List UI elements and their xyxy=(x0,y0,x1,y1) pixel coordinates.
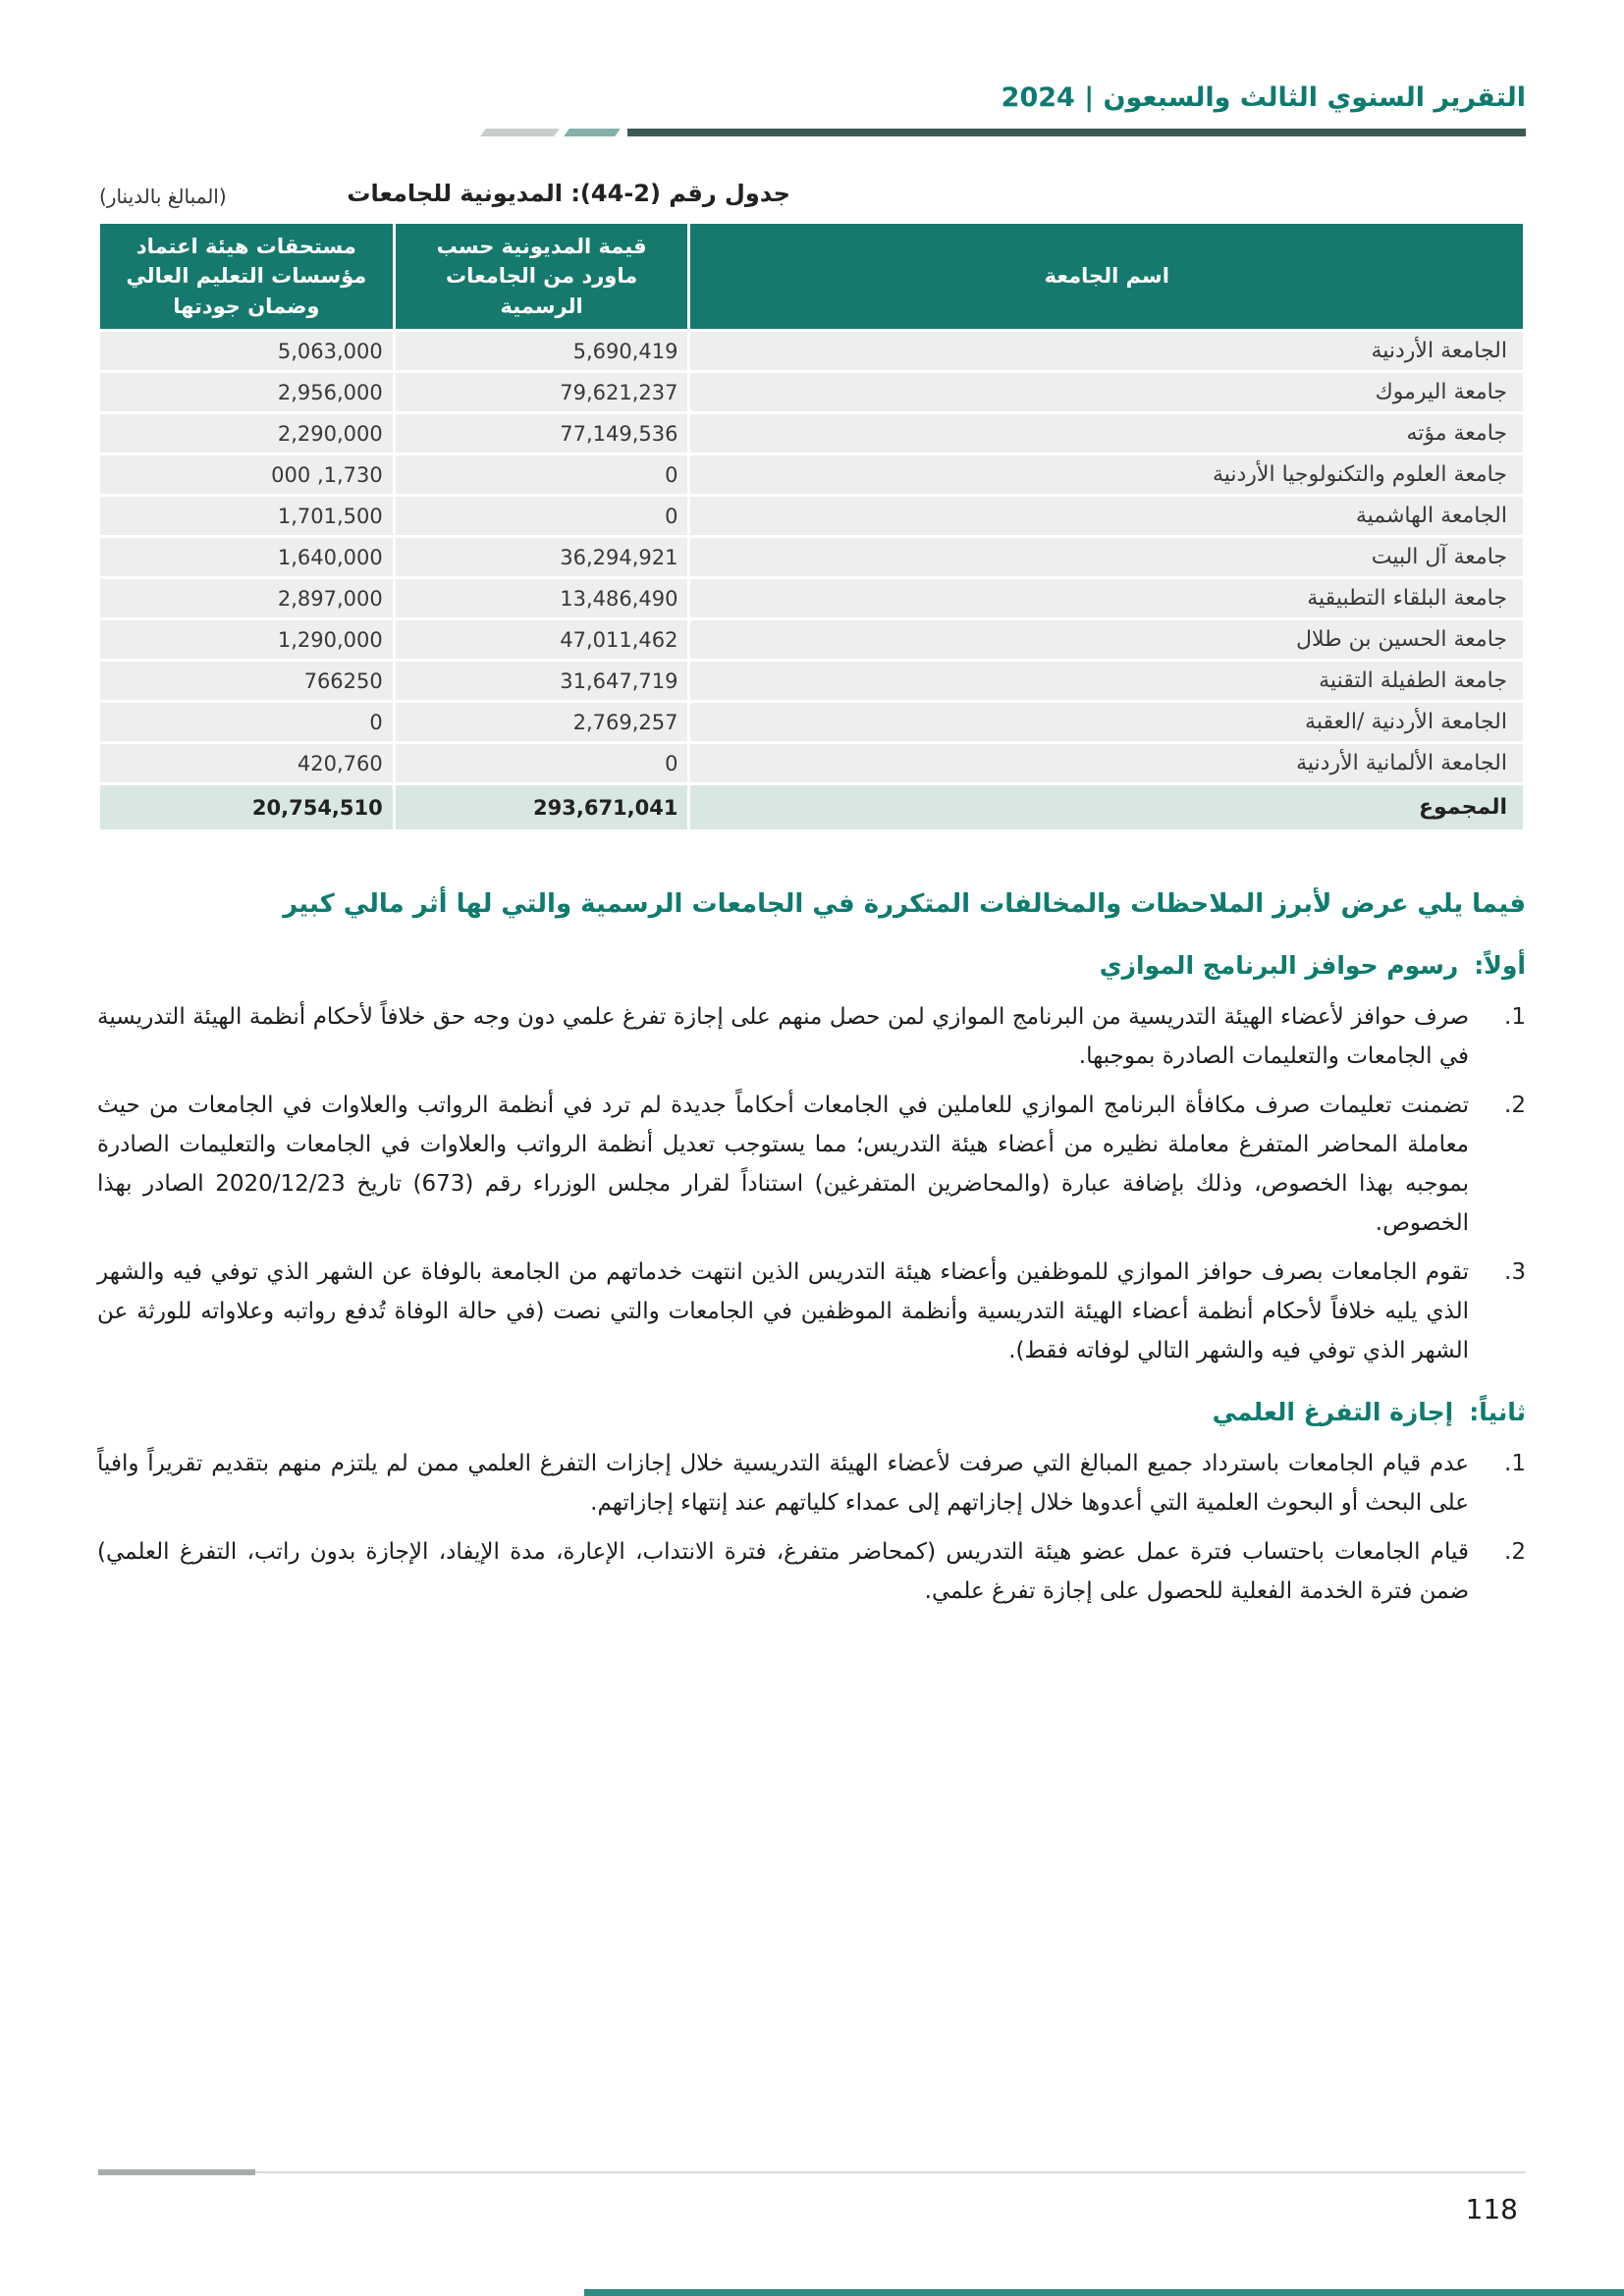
cell-accreditation-dues: 5,063,000 xyxy=(100,332,393,370)
divider-teal-segment xyxy=(564,129,621,136)
cell-debt-value: 31,647,719 xyxy=(396,662,688,700)
cell-university-name: جامعة مؤته xyxy=(690,414,1523,453)
table-row xyxy=(100,455,1523,494)
page-number: 118 xyxy=(1465,2193,1518,2225)
cell-university-name: جامعة آل البيت xyxy=(690,538,1523,576)
section-first-heading xyxy=(97,951,1526,980)
cell-university-name: الجامعة الهاشمية xyxy=(690,497,1523,535)
cell-accreditation-dues: 0 xyxy=(100,703,393,741)
cell-accreditation-dues: 1,701,500 xyxy=(100,497,393,535)
header-debt-value: قيمة المديونية حسب ماورد من الجامعات الرسمية xyxy=(396,224,688,329)
cell-university-name: جامعة الحسين بن طلال xyxy=(690,620,1523,659)
cell-accreditation-dues: 1,290,000 xyxy=(100,620,393,659)
list-item-number: 1. xyxy=(1504,1451,1526,1477)
table-row xyxy=(100,703,1523,741)
footer-divider-accent xyxy=(98,2169,255,2175)
cell-debt-value: 0 xyxy=(396,455,688,494)
total-accreditation-dues: 20,754,510 xyxy=(100,785,393,829)
cell-accreditation-dues: 2,956,000 xyxy=(100,373,393,411)
cell-university-name: جامعة الطفيلة التقنية xyxy=(690,662,1523,700)
cell-accreditation-dues: 2,897,000 xyxy=(100,579,393,617)
list-item xyxy=(97,1086,1526,1243)
cell-accreditation-dues: 420,760 xyxy=(100,744,393,782)
cell-accreditation-dues: 1,730, 000 xyxy=(100,455,393,494)
cell-debt-value: 36,294,921 xyxy=(396,538,688,576)
footer-divider xyxy=(98,2171,1526,2173)
table-caption-row xyxy=(97,180,1526,217)
cell-accreditation-dues: 1,640,000 xyxy=(100,538,393,576)
cell-university-name: جامعة البلقاء التطبيقية xyxy=(690,579,1523,617)
table-caption: جدول رقم (2-44): المديونية للجامعات xyxy=(347,180,790,207)
section-second-label: ثانياً: xyxy=(1469,1398,1526,1427)
list-item-number: 1. xyxy=(1504,1004,1526,1031)
table-body xyxy=(100,332,1523,782)
table-header-row xyxy=(100,224,1523,329)
list-item-number: 2. xyxy=(1504,1539,1526,1566)
list-item xyxy=(97,1444,1526,1522)
table-row xyxy=(100,414,1523,453)
page-header xyxy=(97,0,1526,136)
section-second-heading xyxy=(97,1398,1526,1426)
header-accreditation-dues: مستحقات هيئة اعتماد مؤسسات التعليم العالي وضمان جودتها xyxy=(100,224,393,329)
report-title: التقرير السنوي الثالث والسبعون | 2024 xyxy=(1001,82,1526,113)
bottom-accent-bar xyxy=(584,2289,1624,2296)
cell-debt-value: 0 xyxy=(396,497,688,535)
cell-university-name: الجامعة الألمانية الأردنية xyxy=(690,744,1523,782)
list-item-text: قيام الجامعات باحتساب فترة عمل عضو هيئة التدريس (كمحاضر متفرغ، فترة الانتداب، الإعارة، مدة الإيفاد، الإجازة بدون راتب، التفرغ العلمي) ضمن فترة الخدمة الفعلية للحصول على إجازة تفرغ علمي. xyxy=(97,1539,1469,1605)
list-item-text: تقوم الجامعات بصرف حوافز الموازي للموظفين وأعضاء هيئة التدريس الذين انتهت خدماتهم من الجامعة بالوفاة عن الشهر الذي توفي فيه والشهر الذي يليه خلافاً لأحكام أنظمة أعضاء الهيئة التدريسية وأنظمة الموظفين في الجامعات والتي نصت (في حالة الوفاة تُدفع رواتبه وعلاواته للورثة عن الشهر الذي توفي فيه والشهر التالي لوفاته فقط). xyxy=(97,1259,1469,1364)
table-row xyxy=(100,579,1523,617)
cell-debt-value: 47,011,462 xyxy=(396,620,688,659)
observations-heading: فيما يلي عرض لأبرز الملاحظات والمخالفات المتكررة في الجامعات الرسمية والتي لها أثر مالي كبير xyxy=(283,889,1526,920)
section-first-title: رسوم حوافز البرنامج الموازي xyxy=(1099,951,1459,981)
list-item-number: 2. xyxy=(1504,1093,1526,1119)
list-item-number: 3. xyxy=(1504,1259,1526,1286)
cell-debt-value: 77,149,536 xyxy=(396,414,688,453)
table-row xyxy=(100,662,1523,700)
cell-university-name: الجامعة الأردنية xyxy=(690,332,1523,370)
table-row xyxy=(100,744,1523,782)
divider-main-bar xyxy=(627,129,1526,136)
table-row xyxy=(100,373,1523,411)
list-item xyxy=(97,997,1526,1076)
header-divider xyxy=(97,129,1526,136)
divider-gray-segment xyxy=(480,129,560,136)
list-item-text: تضمنت تعليمات صرف مكافأة البرنامج الموازي للعاملين في الجامعات أحكاماً جديدة لم ترد في أنظمة الرواتب والعلاوات في الجامعات من حيث معاملة المحاضر المتفرغ معاملة نظيره من أعضاء هيئة التدريس؛ مما يستوجب تعديل أنظمة الرواتب والعلاوات في الجامعات والتعليمات الصادرة بموجبه بهذا الخصوص، وذلك بإضافة عبارة (والمحاضرين المتفرغين) استناداً لقرار مجلس الوزراء رقم (673) تاريخ 2020/12/23 الصادر بهذا الخصوص. xyxy=(97,1093,1470,1237)
cell-debt-value: 0 xyxy=(396,744,688,782)
table-row xyxy=(100,497,1523,535)
cell-university-name: جامعة العلوم والتكنولوجيا الأردنية xyxy=(690,455,1523,494)
cell-debt-value: 5,690,419 xyxy=(396,332,688,370)
total-debt-value: 293,671,041 xyxy=(396,785,688,829)
currency-note: (المبالغ بالدينار) xyxy=(99,185,227,208)
list-item-text: صرف حوافز لأعضاء الهيئة التدريسية من البرنامج الموازي لمن حصل منهم على إجازة تفرغ علمي دون وجه حق خلافاً لأحكام أنظمة الهيئة التدريسية في الجامعات والتعليمات الصادرة بموجبها. xyxy=(97,1004,1469,1070)
section-first-label: أولاً: xyxy=(1474,951,1526,981)
list-item xyxy=(97,1532,1526,1611)
header-university-name: اسم الجامعة xyxy=(690,224,1523,329)
table-total-row xyxy=(100,785,1523,829)
cell-university-name: جامعة اليرموك xyxy=(690,373,1523,411)
cell-debt-value: 2,769,257 xyxy=(396,703,688,741)
cell-debt-value: 13,486,490 xyxy=(396,579,688,617)
section-first-list xyxy=(97,997,1526,1370)
cell-university-name: الجامعة الأردنية /العقبة xyxy=(690,703,1523,741)
table-row xyxy=(100,620,1523,659)
list-item xyxy=(97,1253,1526,1370)
section-second-title: إجازة التفرغ العلمي xyxy=(1212,1398,1454,1427)
list-item-text: عدم قيام الجامعات باسترداد جميع المبالغ التي صرفت لأعضاء الهيئة التدريسية خلال إجازات التفرغ العلمي ممن لم يلتزم منهم بتقديم تقريراً وافياً على البحث أو البحوث العلمية التي أعدوها خلال إجازاتهم إلى عمداء كلياتهم عند إنتهاء إجازاتهم. xyxy=(97,1451,1469,1517)
total-label: المجموع xyxy=(690,785,1523,829)
table-row xyxy=(100,332,1523,370)
table-row xyxy=(100,538,1523,576)
section-second-list xyxy=(97,1444,1526,1611)
cell-accreditation-dues: 2,290,000 xyxy=(100,414,393,453)
cell-debt-value: 79,621,237 xyxy=(396,373,688,411)
university-debt-table xyxy=(97,221,1526,832)
cell-accreditation-dues: 766250 xyxy=(100,662,393,700)
